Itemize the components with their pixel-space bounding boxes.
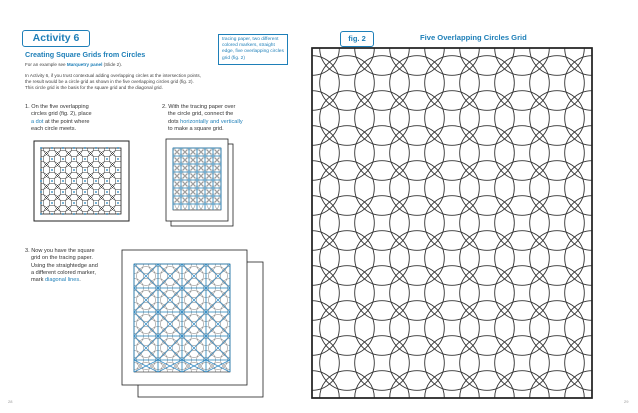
intersection-dot xyxy=(62,158,64,160)
intersection-dot xyxy=(95,169,97,171)
intersection-dot xyxy=(51,169,53,171)
intersection-dot xyxy=(95,180,97,182)
step-line: 2. With the tracing paper over xyxy=(162,104,236,110)
intersection-dot xyxy=(95,147,97,149)
intersection-dot xyxy=(73,180,75,182)
page-number-right: 29 xyxy=(624,399,629,404)
intersection-dot xyxy=(95,191,97,193)
activity-subtitle: Creating Square Grids from Circles xyxy=(25,50,146,59)
step-line: circles grid (fig. 2), place xyxy=(31,111,92,118)
step-line: Using the straightedge and xyxy=(31,262,98,269)
intersection-dot xyxy=(40,202,42,204)
intersection-dot xyxy=(84,202,86,204)
step-highlight: horizontally and vertically xyxy=(180,118,243,125)
intersection-dot xyxy=(95,202,97,204)
intersection-dot xyxy=(106,180,108,182)
intersection-dot xyxy=(51,213,53,215)
intersection-dot xyxy=(117,213,119,215)
intersection-dot xyxy=(62,191,64,193)
intersection-dot xyxy=(62,147,64,149)
step-line: 1. On the five overlapping xyxy=(25,104,89,110)
step-line-pre: mark xyxy=(31,277,45,284)
figure-title: Five Overlapping Circles Grid xyxy=(420,33,527,42)
intersection-dot xyxy=(40,180,42,182)
intersection-dot xyxy=(40,169,42,171)
step-highlight: diagonal lines xyxy=(44,277,80,284)
step-2-text xyxy=(162,104,243,133)
step-line xyxy=(25,119,92,126)
intersection-dot xyxy=(62,213,64,215)
intersection-dot xyxy=(51,158,53,160)
intersection-dot xyxy=(73,169,75,171)
intersection-dot xyxy=(106,202,108,204)
intersection-dot xyxy=(73,158,75,160)
intro-line: This circle grid is the basis for the square grid and the diagonal grid. xyxy=(25,85,163,90)
reference-link[interactable]: Marquetry panel xyxy=(66,62,103,67)
intersection-dot xyxy=(51,191,53,193)
step-line-pre: dots xyxy=(168,118,181,125)
intersection-dot xyxy=(84,213,86,215)
reference-suffix: (Slide 2). xyxy=(102,62,123,67)
reference-prefix: For an example see xyxy=(25,62,67,67)
intersection-dot xyxy=(95,158,97,160)
intersection-dot xyxy=(40,213,42,215)
intersection-dot xyxy=(62,180,64,182)
intersection-dot xyxy=(84,158,86,160)
step-line-post: . xyxy=(79,277,81,284)
step-line: the circle grid, connect the xyxy=(168,111,234,118)
intersection-dot xyxy=(62,202,64,204)
step-3-illustration xyxy=(120,248,265,398)
step-line xyxy=(25,277,98,284)
grid-border xyxy=(312,48,592,398)
intersection-dot xyxy=(62,169,64,171)
step-line-rest: at the point where xyxy=(43,118,90,125)
fig-badge: fig. 2 xyxy=(340,31,374,47)
intersection-dot xyxy=(51,180,53,182)
grid-box xyxy=(41,148,121,214)
intro-line: In Activity 6, if you trust contextual adding overlapping circles at the intersection points, xyxy=(25,73,201,78)
reference-line xyxy=(25,62,122,67)
step-1-illustration xyxy=(33,140,130,222)
step-2-illustration xyxy=(165,138,235,228)
intersection-dot xyxy=(73,147,75,149)
step-3-text xyxy=(25,248,98,284)
activity-badge: Activity 6 xyxy=(22,30,90,47)
intersection-dot xyxy=(40,158,42,160)
step-line: 3. Now you have the square xyxy=(25,248,95,254)
step-line: a different colored marker, xyxy=(31,269,96,276)
intersection-dot xyxy=(117,180,119,182)
step-line: grid on the tracing paper. xyxy=(31,255,93,262)
step-line xyxy=(162,119,243,126)
intersection-dot xyxy=(117,169,119,171)
step-1-text xyxy=(25,104,92,133)
intersection-dot xyxy=(84,180,86,182)
intersection-dot xyxy=(84,147,86,149)
intersection-dot xyxy=(40,191,42,193)
intersection-dot xyxy=(106,191,108,193)
intersection-dot xyxy=(106,147,108,149)
step-highlight: a dot xyxy=(31,118,44,125)
step-line: each circle meets. xyxy=(31,125,77,132)
intersection-dot xyxy=(84,169,86,171)
intro-line: the result would be a circle grid as shown in the five overlapping circles grid (fig. 2). xyxy=(25,79,194,84)
intro-paragraph xyxy=(25,73,255,91)
intersection-dot xyxy=(84,191,86,193)
intersection-dot xyxy=(40,147,42,149)
intersection-dot xyxy=(117,191,119,193)
intersection-dot xyxy=(51,202,53,204)
intersection-dot xyxy=(106,213,108,215)
intersection-dot xyxy=(117,158,119,160)
page-number-left: 28 xyxy=(8,399,13,404)
intersection-dot xyxy=(73,213,75,215)
intersection-dot xyxy=(73,191,75,193)
intersection-dot xyxy=(106,158,108,160)
intersection-dot xyxy=(117,202,119,204)
intersection-dot xyxy=(106,169,108,171)
intersection-dot xyxy=(73,202,75,204)
materials-sidebar: tracing paper, two different colored markers, straight edge, five overlapping circles grid (fig. 2) xyxy=(218,34,288,65)
intersection-dot xyxy=(95,213,97,215)
intersection-dot xyxy=(117,147,119,149)
five-overlapping-circles-grid xyxy=(312,48,592,398)
intersection-dot xyxy=(51,147,53,149)
step-line: to make a square grid. xyxy=(168,125,224,132)
